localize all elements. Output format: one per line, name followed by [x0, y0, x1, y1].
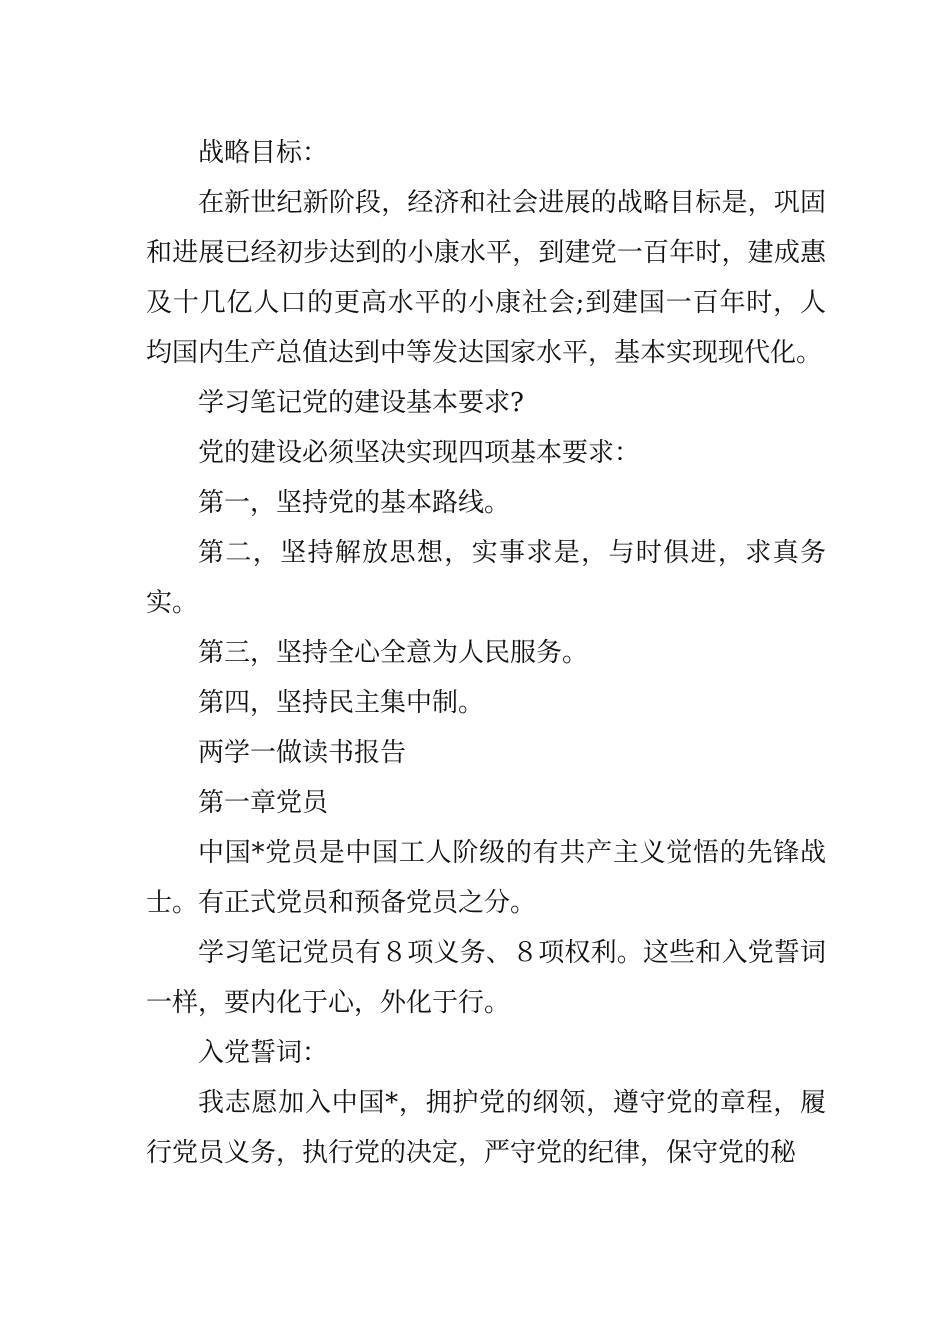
heading-party-building-requirements: 学习笔记党的建设基本要求?	[198, 388, 524, 418]
paragraph-oath: 我志愿加入中国*，拥护党的纲领，遵守党的章程，履行党员义务，执行党的决定，严守党的纪律，保守党的秘	[146, 1088, 826, 1168]
heading-reading-report: 两学一做读书报告	[198, 738, 407, 768]
list-item-third: 第三，坚持全心全意为人民服务。	[198, 638, 589, 668]
list-item-second: 第二，坚持解放思想，实事求是，与时俱进，求真务实。	[146, 538, 826, 618]
heading-chapter-one: 第一章党员	[198, 788, 329, 818]
paragraph-party-member-definition: 中国*党员是中国工人阶级的有共产主义觉悟的先锋战士。有正式党员和预备党员之分。	[146, 838, 826, 918]
document-body	[146, 128, 826, 1178]
list-item-first: 第一，坚持党的基本路线。	[198, 488, 511, 518]
paragraph-duties-rights: 学习笔记党员有８项义务、８项权利。这些和入党誓词一样，要内化于心，外化于行。	[146, 938, 826, 1018]
heading-strategic-goal: 战略目标：	[198, 138, 329, 168]
paragraph-strategic-goal: 在新世纪新阶段，经济和社会进展的战略目标是，巩固和进展已经初步达到的小康水平，到建党一百年时，建成惠及十几亿人口的更高水平的小康社会;到建国一百年时，人均国内生产总值达到中等发达国家水平，基本实现现代化。	[146, 188, 826, 368]
list-item-fourth: 第四，坚持民主集中制。	[198, 688, 485, 718]
paragraph-four-requirements-intro: 党的建设必须坚决实现四项基本要求：	[198, 438, 641, 468]
heading-oath: 入党誓词：	[198, 1038, 329, 1068]
